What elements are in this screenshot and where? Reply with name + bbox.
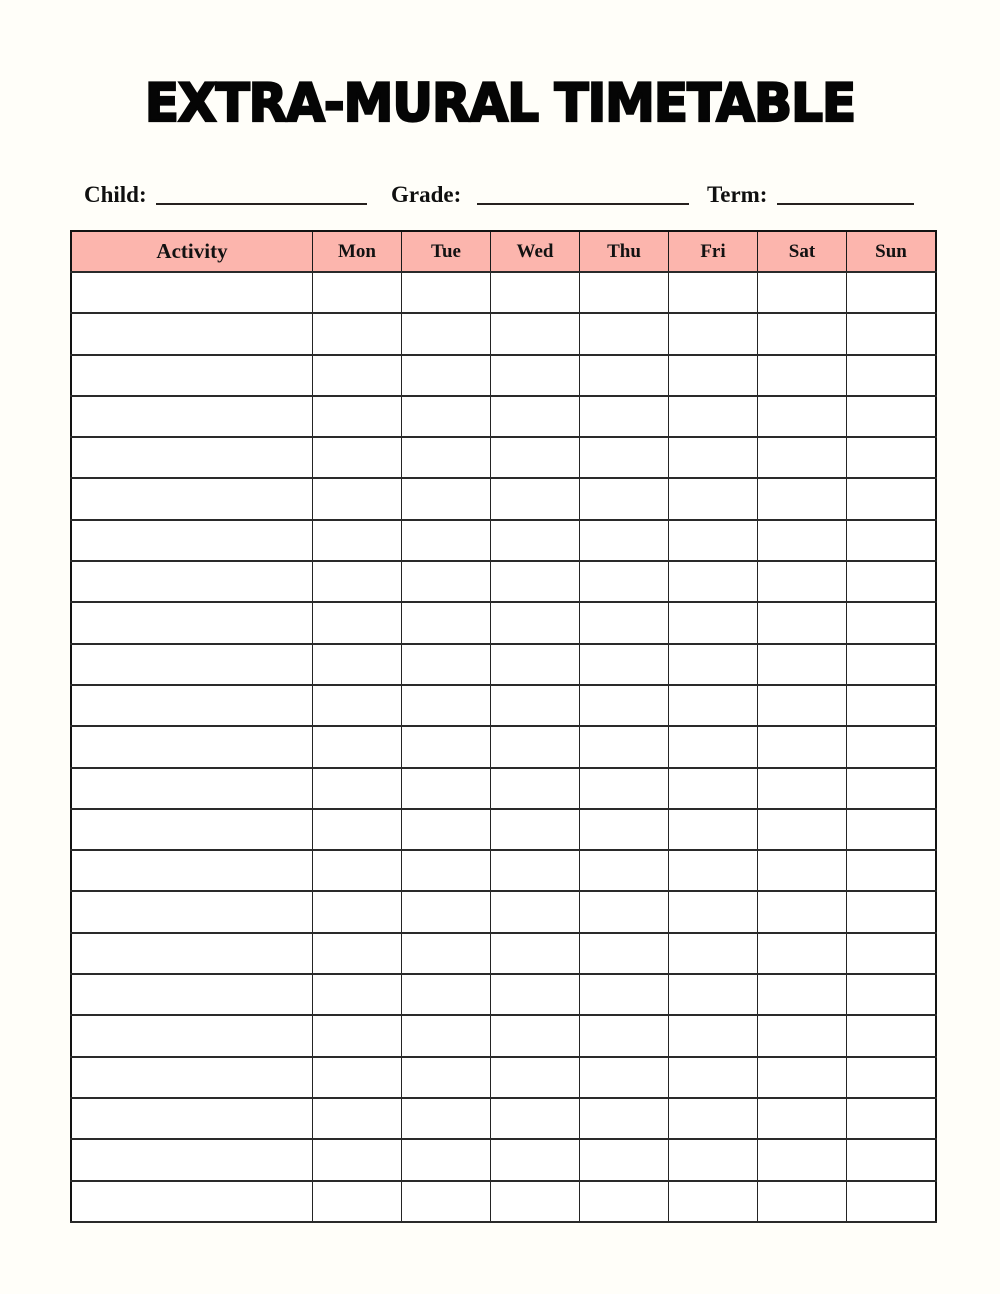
day-cell [313,478,402,519]
activity-cell [71,1181,313,1222]
day-cell [491,1139,580,1180]
day-cell [491,520,580,561]
day-cell [669,602,758,643]
day-cell [580,437,669,478]
day-cell [313,768,402,809]
day-cell [313,685,402,726]
day-cell [847,850,937,891]
day-cell [491,726,580,767]
table-row [71,891,936,932]
activity-cell [71,974,313,1015]
activity-cell [71,1015,313,1056]
child-blank-line [156,183,367,205]
activity-cell [71,850,313,891]
day-cell [758,1139,847,1180]
day-cell [580,726,669,767]
table-row [71,1098,936,1139]
day-cell [580,685,669,726]
day-cell [758,933,847,974]
day-cell [580,561,669,602]
day-cell [580,478,669,519]
table-row [71,437,936,478]
day-cell [313,272,402,313]
day-cell [580,1098,669,1139]
activity-cell [71,561,313,602]
day-cell [669,974,758,1015]
day-cell [758,272,847,313]
day-cell [758,1098,847,1139]
activity-cell [71,685,313,726]
day-cell [580,891,669,932]
activity-cell [71,1139,313,1180]
day-cell [758,355,847,396]
table-row [71,974,936,1015]
day-cell [847,685,937,726]
day-cell [758,1057,847,1098]
day-cell [402,396,491,437]
day-cell [847,1015,937,1056]
day-cell [580,520,669,561]
day-cell [669,313,758,354]
day-cell [491,974,580,1015]
day-cell [491,644,580,685]
day-cell [580,809,669,850]
day-cell [758,1015,847,1056]
activity-cell [71,520,313,561]
day-cell [313,1181,402,1222]
column-header-mon: Mon [313,231,402,272]
activity-cell [71,1057,313,1098]
day-cell [491,768,580,809]
day-cell [491,1181,580,1222]
day-cell [402,561,491,602]
table-row [71,644,936,685]
header-row [71,231,936,272]
day-cell [313,933,402,974]
day-cell [491,809,580,850]
day-cell [491,313,580,354]
day-cell [313,396,402,437]
column-header-sat: Sat [758,231,847,272]
day-cell [758,850,847,891]
day-cell [491,437,580,478]
activity-cell [71,644,313,685]
activity-cell [71,272,313,313]
grade-blank-line [477,183,689,205]
activity-cell [71,396,313,437]
day-cell [847,768,937,809]
day-cell [669,809,758,850]
activity-cell [71,478,313,519]
day-cell [669,1139,758,1180]
day-cell [402,437,491,478]
table-row [71,520,936,561]
activity-cell [71,437,313,478]
day-cell [402,768,491,809]
day-cell [847,933,937,974]
day-cell [847,974,937,1015]
term-blank-line [777,183,914,205]
day-cell [491,272,580,313]
day-cell [491,355,580,396]
day-cell [847,891,937,932]
day-cell [847,726,937,767]
day-cell [847,478,937,519]
activity-cell [71,355,313,396]
day-cell [402,478,491,519]
column-header-wed: Wed [491,231,580,272]
child-field [84,180,367,208]
activity-cell [71,726,313,767]
day-cell [402,809,491,850]
day-cell [669,561,758,602]
day-cell [491,1015,580,1056]
day-cell [758,313,847,354]
timetable-body [71,272,936,1222]
table-row [71,850,936,891]
day-cell [669,644,758,685]
term-label: Term: [707,182,768,207]
day-cell [402,602,491,643]
day-cell [580,1139,669,1180]
day-cell [491,933,580,974]
day-cell [580,933,669,974]
day-cell [758,809,847,850]
day-cell [847,272,937,313]
day-cell [313,891,402,932]
activity-cell [71,891,313,932]
column-header-sun: Sun [847,231,937,272]
day-cell [491,685,580,726]
page-title: EXTRA-MURAL TIMETABLE [144,72,856,134]
day-cell [758,602,847,643]
day-cell [402,355,491,396]
day-cell [758,768,847,809]
day-cell [669,768,758,809]
day-cell [313,726,402,767]
day-cell [847,520,937,561]
day-cell [669,1057,758,1098]
table-row [71,355,936,396]
day-cell [313,850,402,891]
activity-cell [71,809,313,850]
activity-cell [71,1098,313,1139]
grade-label: Grade: [391,182,462,207]
day-cell [402,974,491,1015]
day-cell [669,1098,758,1139]
day-cell [491,396,580,437]
day-cell [402,726,491,767]
day-cell [491,561,580,602]
day-cell [669,726,758,767]
day-cell [313,974,402,1015]
day-cell [669,850,758,891]
table-row [71,726,936,767]
day-cell [580,768,669,809]
table-row [71,561,936,602]
info-form-row [0,180,1000,214]
day-cell [313,355,402,396]
day-cell [402,272,491,313]
day-cell [758,396,847,437]
day-cell [758,644,847,685]
day-cell [491,850,580,891]
day-cell [847,1139,937,1180]
day-cell [402,1181,491,1222]
day-cell [669,1181,758,1222]
day-cell [313,602,402,643]
day-cell [669,891,758,932]
day-cell [313,1098,402,1139]
day-cell [669,933,758,974]
day-cell [580,1181,669,1222]
activity-cell [71,313,313,354]
day-cell [580,850,669,891]
day-cell [847,355,937,396]
day-cell [669,355,758,396]
column-header-activity: Activity [71,231,313,272]
day-cell [580,272,669,313]
day-cell [847,1181,937,1222]
day-cell [669,520,758,561]
table-row [71,1181,936,1222]
day-cell [580,396,669,437]
day-cell [402,1139,491,1180]
day-cell [313,520,402,561]
day-cell [847,437,937,478]
day-cell [402,1098,491,1139]
day-cell [313,1015,402,1056]
table-row [71,933,936,974]
table-row [71,478,936,519]
day-cell [580,1015,669,1056]
day-cell [491,1098,580,1139]
day-cell [580,355,669,396]
child-label: Child: [84,182,147,207]
day-cell [669,272,758,313]
day-cell [758,891,847,932]
table-row [71,685,936,726]
day-cell [402,1015,491,1056]
day-cell [758,726,847,767]
table-row [71,313,936,354]
table-row [71,1139,936,1180]
day-cell [313,1139,402,1180]
day-cell [313,437,402,478]
day-cell [402,933,491,974]
activity-cell [71,602,313,643]
day-cell [847,809,937,850]
table-row [71,1057,936,1098]
day-cell [847,1057,937,1098]
column-header-tue: Tue [402,231,491,272]
day-cell [313,644,402,685]
day-cell [402,313,491,354]
day-cell [758,478,847,519]
day-cell [580,602,669,643]
day-cell [669,478,758,519]
day-cell [669,396,758,437]
day-cell [402,520,491,561]
day-cell [580,1057,669,1098]
day-cell [491,478,580,519]
day-cell [669,437,758,478]
table-row [71,272,936,313]
activity-cell [71,768,313,809]
day-cell [847,1098,937,1139]
day-cell [491,1057,580,1098]
day-cell [758,520,847,561]
term-field [707,180,914,208]
day-cell [402,850,491,891]
day-cell [402,685,491,726]
column-header-fri: Fri [669,231,758,272]
table-row [71,1015,936,1056]
day-cell [580,974,669,1015]
day-cell [313,1057,402,1098]
activity-cell [71,933,313,974]
column-header-thu: Thu [580,231,669,272]
table-row [71,396,936,437]
day-cell [847,602,937,643]
day-cell [580,644,669,685]
day-cell [313,561,402,602]
day-cell [669,1015,758,1056]
table-row [71,809,936,850]
timetable [70,230,937,1223]
day-cell [758,561,847,602]
day-cell [847,561,937,602]
day-cell [402,644,491,685]
day-cell [847,644,937,685]
day-cell [669,685,758,726]
day-cell [313,313,402,354]
day-cell [847,313,937,354]
table-row [71,602,936,643]
day-cell [313,809,402,850]
day-cell [491,891,580,932]
day-cell [491,602,580,643]
day-cell [402,891,491,932]
day-cell [758,437,847,478]
day-cell [580,313,669,354]
grade-field [391,180,689,208]
day-cell [758,1181,847,1222]
day-cell [758,974,847,1015]
day-cell [847,396,937,437]
table-row [71,768,936,809]
day-cell [402,1057,491,1098]
day-cell [758,685,847,726]
